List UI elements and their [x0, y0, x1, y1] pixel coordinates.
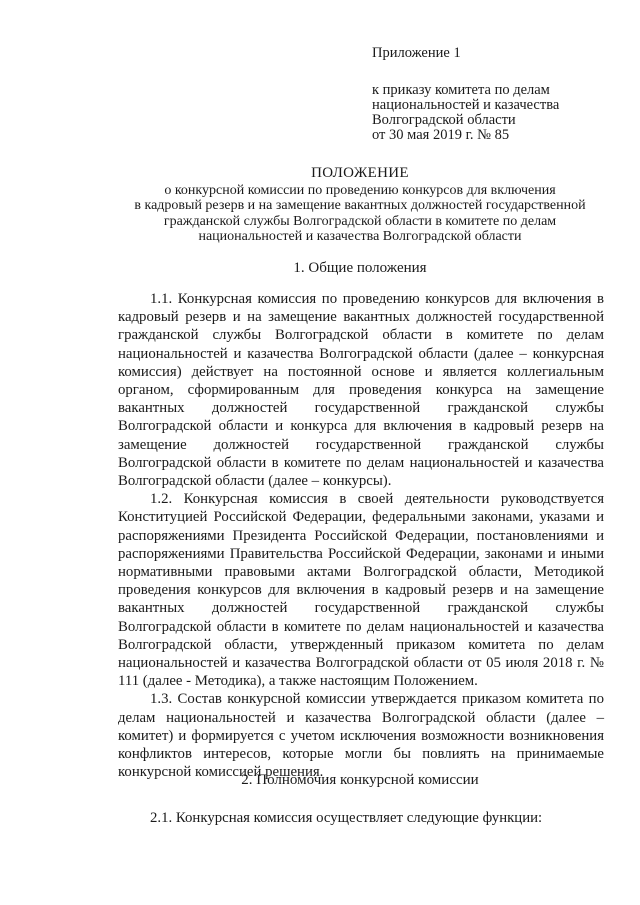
clause-1-3: 1.3. Состав конкурсной комиссии утверждается приказом комитета по делам национальностей и казачества Волгоградской области (далее – комитет) и формируется с учетом исключения возможности возникновения конфликтов интересов, которые могли бы повлиять на принимаемые конкурсной комиссией решения. [118, 691, 604, 781]
appendix-line: к приказу комитета по делам [372, 82, 550, 98]
document-heading [110, 166, 610, 245]
subtitle-line: о конкурсной комиссии по проведению конкурсов для включения [164, 182, 556, 198]
subtitle-line: гражданской службы Волгоградской области в комитете по делам [163, 213, 557, 229]
appendix-line: от 30 мая 2019 г. № 85 [372, 127, 510, 143]
clause-1-1: 1.1. Конкурсная комиссия по проведению конкурсов для включения в кадровый резерв и на замещение вакантных должностей государственной гражданской службы Волгоградской области в комитете по делам национальностей и казачества Волгоградской области (далее – конкурсная комиссия) действует на постоянной основе и является коллегиальным органом, сформированным для проведения конкурса на замещение вакантных должностей государственной гражданской службы Волгоградской области и конкурса для включения в кадровый резерв на замещение должностей государственной гражданской службы Волгоградской области в комитете по делам национальностей и казачества Волгоградской области (далее – конкурсы). [118, 291, 604, 490]
section-2-title: 2. Полномочия конкурсной комиссии [241, 772, 479, 788]
clause-1-2: 1.2. Конкурсная комиссия в своей деятельности руководствуется Конституцией Российской Федерации, федеральными законами, указами и распоряжениями Президента Российской Федерации, постановлениями и распоряжениями Правительства Российской Федерации, законами и иными нормативными правовыми актами Волгоградской области, Методикой проведения конкурсов для включения в кадровый резерв и на замещение вакантных должностей государственной гражданской службы Волгоградской области в комитете по делам национальностей и казачества Волгоградской области, утвержденный приказом комитета по делам национальностей и казачества Волгоградской области от 05 июля 2018 г. № 111 (далее - Методика), а также настоящим Положением. [118, 491, 604, 690]
section-1-title: 1. Общие положения [293, 260, 427, 276]
section-1-body [118, 290, 604, 781]
appendix-title: Приложение 1 [372, 45, 461, 61]
clause-2-1: 2.1. Конкурсная комиссия осуществляет следующие функции: [150, 810, 543, 826]
document-title: ПОЛОЖЕНИЕ [311, 165, 409, 181]
appendix-line: национальностей и казачества [372, 97, 560, 113]
subtitle-line: национальностей и казачества Волгоградской области [198, 229, 522, 244]
appendix-block [372, 46, 559, 143]
subtitle-line: в кадровый резерв и на замещение вакантных должностей государственной [134, 198, 586, 213]
appendix-line: Волгоградской области [372, 112, 516, 128]
